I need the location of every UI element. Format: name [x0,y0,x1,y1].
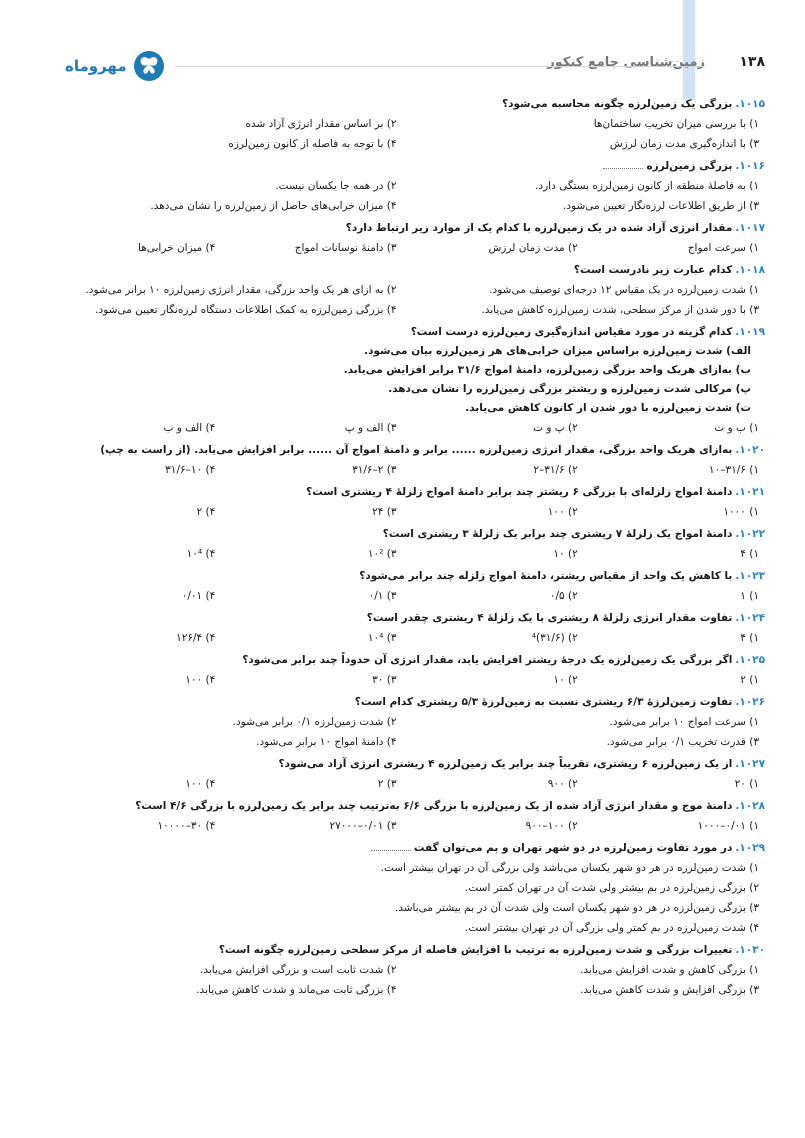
question-stem [40,157,765,176]
fill-blank [603,168,643,169]
question-number: ۱۰۱۵. [735,98,765,110]
answer-option: ۱) بزرگی کاهش و شدت افزایش می‌یابد. [580,964,759,976]
question-item [40,839,765,938]
answer-option: ۲) ۱۰۰–۹۰۰ [525,820,578,832]
answer-option: ۱) ۰/۰۱–۱۰۰۰ [697,820,759,832]
answer-options [40,858,765,938]
question-number: ۱۰۱۷. [735,222,765,234]
answer-option: ۲) (۳۱/۶)⁴ [531,632,578,644]
answer-options [40,816,765,836]
answer-option: ۴) شدت زمین‌لرزه در بم کمتر ولی بزرگی آن در تهران بیشتر است. [465,922,759,934]
question-text: بزرگی زمین‌لرزه [646,160,733,172]
question-text: تفاوت زمین‌لرزهٔ ۶/۳ ریشتری نسبت به زمین‌لرزهٔ ۵/۳ ریشتری کدام است؟ [354,696,733,708]
answer-option: ۱) سرعت امواج ۱۰ برابر می‌شود. [609,716,759,728]
answer-options [40,418,765,438]
answer-option: ۱) شدت زمین‌لرزه در هر دو شهر یکسان می‌باشد ولی بزرگی آن در تهران بیشتر است. [380,862,759,874]
question-item [40,483,765,522]
answer-option: ۴) ۱۰۰ [185,778,216,790]
answer-option: ۲) به ازای هر یک واحد بزرگی، مقدار انرژی زمین‌لرزه ۱۰ برابر می‌شود. [85,284,397,296]
brand-logo [65,50,165,82]
answer-option: ۲) بزرگی زمین‌لرزه در بم بیشتر ولی شدت آن در تهران کمتر است. [465,882,759,894]
answer-option: ۳) دامنهٔ نوسانات امواج [294,242,397,254]
answer-option: ۱) شدت زمین‌لرزه در یک مقیاس ۱۲ درجه‌ای توصیف می‌شود. [489,284,759,296]
answer-options [40,114,765,154]
statement-item: ب) به‌ازای هریک واحد بزرگی زمین‌لرزه، دامنهٔ امواج ۳۱/۶ برابر افزایش می‌یابد. [343,364,751,376]
answer-option: ۱) با بررسی میزان تخریب ساختمان‌ها [593,118,759,130]
answer-option: ۲) ۱۰ [553,548,578,560]
question-text: کدام گزینه در مورد مقیاس اندازه‌گیری زمین‌لرزه درست است؟ [410,326,733,338]
answer-option: ۲) مدت زمان لرزش [488,242,578,254]
question-item [40,567,765,606]
answer-option: ۲) در همه جا یکسان نیست. [275,180,397,192]
question-item [40,441,765,480]
answer-option: ۴) میزان خرابی‌های حاصل از زمین‌لرزه را نشان می‌دهد. [150,200,397,212]
answer-option: ۴) بزرگی زمین‌لرزه به کمک اطلاعات دستگاه لرزه‌نگار تعیین می‌شود. [95,304,397,316]
answer-option: ۴) ۰/۰۱ [181,590,216,602]
answer-option: ۴) ۱۰⁴ [186,548,216,560]
question-item [40,95,765,154]
question-item [40,609,765,648]
question-number: ۱۰۲۹. [735,842,765,854]
answer-option: ۳) ۳۰ [372,674,397,686]
answer-option: ۳) الف و پ [344,422,397,434]
question-text: دامنهٔ موج و مقدار انرژی آزاد شده از یک زمین‌لرزه با بزرگی ۶/۶ به‌ترتیب چند برابر یک زمین‌لرزه با بزرگی ۴/۶ است؟ [135,800,733,812]
page-header [0,38,805,88]
answer-option: ۳) از طریق اطلاعات لرزه‌نگار تعیین می‌شود. [563,200,759,212]
answer-option: ۳) ۰/۰۱–۲۷۰۰۰ [329,820,397,832]
question-number: ۱۰۱۹. [735,326,765,338]
question-stem [40,797,765,816]
question-item [40,693,765,752]
answer-option: ۳) ۰/۱ [368,590,397,602]
question-number: ۱۰۱۸. [735,264,765,276]
answer-option: ۱) ۱۰۰۰ [723,506,759,518]
answer-option: ۲) ۳۱/۶–۲ [533,464,578,476]
answer-option: ۲) ۰/۵ [549,590,578,602]
answer-option: ۳) ۲۴ [372,506,397,518]
answer-option: ۳) بزرگی زمین‌لرزه در هر دو شهر یکسان است ولی شدت آن در بم بیشتر می‌باشد. [394,902,759,914]
question-stem [40,941,765,960]
question-stem [40,441,765,460]
statement-list [40,342,765,418]
answer-option: ۳) با دور شدن از مرکز سطحی، شدت زمین‌لرزه کاهش می‌یابد. [481,304,759,316]
question-number: ۱۰۲۷. [735,758,765,770]
answer-option: ۱) ۴ [740,632,759,644]
question-stem [40,323,765,342]
answer-option: ۲) ۱۰ [553,674,578,686]
question-item [40,941,765,1000]
question-number: ۱۰۲۱. [735,486,765,498]
question-number: ۱۰۲۵. [735,654,765,666]
statement-item: پ) مرکالی شدت زمین‌لرزه و ریشتر بزرگی زمین‌لرزه را نشان می‌دهد. [388,383,751,395]
question-text: در مورد تفاوت زمین‌لرزه در دو شهر تهران و بم می‌توان گفت [413,842,733,854]
question-number: ۱۰۲۶. [735,696,765,708]
statement-item: الف) شدت زمین‌لرزه براساس میزان خرابی‌های هر زمین‌لرزه بیان می‌شود. [364,345,751,357]
answer-options [40,460,765,480]
answer-option: ۴) میزان خرابی‌ها [138,242,216,254]
answer-option: ۳) با اندازه‌گیری مدت زمان لرزش [609,138,759,150]
brand-name: مهروماه [65,57,127,75]
answer-option: ۴) ۱۰۰ [185,674,216,686]
answer-option: ۱) ۲۰ [734,778,759,790]
question-item [40,755,765,794]
answer-options [40,502,765,522]
answer-options [40,774,765,794]
question-stem [40,261,765,280]
answer-option: ۲) ۱۰۰ [547,506,578,518]
answer-options [40,176,765,216]
question-text: بزرگی یک زمین‌لرزه چگونه محاسبه می‌شود؟ [502,98,733,110]
question-text: اگر بزرگی یک زمین‌لرزه یک درجهٔ ریشتر افزایش یابد، مقدار انرژی آن حدوداً چند برابر می‌شود؟ [242,654,733,666]
statement-item: ت) شدت زمین‌لرزه با دور شدن از کانون کاهش می‌یابد. [465,402,751,414]
question-stem [40,651,765,670]
question-number: ۱۰۳۰. [735,944,765,956]
question-list [40,95,765,1003]
question-text: دامنهٔ امواج یک زلزلهٔ ۷ ریشتری چند برابر یک زلزلهٔ ۳ ریشتری است؟ [382,528,733,540]
answer-option: ۱) به فاصلهٔ منطقه از کانون زمین‌لرزه بستگی دارد. [535,180,759,192]
question-number: ۱۰۲۸. [735,800,765,812]
answer-option: ۳) بزرگی افزایش و شدت کاهش می‌یابد. [580,984,759,996]
answer-options [40,544,765,564]
answer-option: ۴) دامنهٔ امواج ۱۰ برابر می‌شود. [256,736,397,748]
answer-options [40,960,765,1000]
answer-option: ۲) شدت ثابت است و بزرگی افزایش می‌یابد. [199,964,397,976]
question-stem [40,567,765,586]
question-stem [40,609,765,628]
question-number: ۱۰۲۳. [735,570,765,582]
question-text: کدام عبارت زیر نادرست است؟ [573,264,733,276]
answer-option: ۱) ۳۱/۶–۱۰ [708,464,759,476]
answer-options [40,238,765,258]
header-title: زمین‌شناسی جامع کنکور [547,55,705,70]
answer-options [40,712,765,752]
page-number: ۱۳۸ [739,54,765,70]
butterfly-logo-icon [133,50,165,82]
answer-option: ۴) الف و ب [163,422,216,434]
question-item [40,219,765,258]
question-stem [40,755,765,774]
question-stem [40,483,765,502]
question-text: تفاوت مقدار انرژی زلزلهٔ ۸ ریشتری با یک زلزلهٔ ۴ ریشتری چقدر است؟ [366,612,733,624]
question-text: به‌ازای هریک واحد بزرگی، مقدار انرژی زمین‌لرزه ...... برابر و دامنهٔ امواج آن ...... برابر افزایش می‌یابد. (از راست به چپ) [100,444,733,456]
answer-option: ۲) ۹۰۰ [547,778,578,790]
question-number: ۱۰۲۴. [735,612,765,624]
fill-blank [371,850,411,851]
question-stem [40,95,765,114]
answer-options [40,280,765,320]
answer-option: ۳) ۱۰⁴ [367,632,397,644]
question-item [40,261,765,320]
question-number: ۱۰۲۲. [735,528,765,540]
question-stem [40,693,765,712]
question-number: ۱۰۲۰. [735,444,765,456]
question-text: با کاهش یک واحد از مقیاس ریشتر، دامنهٔ امواج زلزله چند برابر می‌شود؟ [359,570,733,582]
question-text: از یک زمین‌لرزه ۶ ریشتری، تقریباً چند برابر یک زمین‌لرزه ۴ ریشتری انرژی آزاد می‌شود؟ [278,758,733,770]
answer-options [40,586,765,606]
answer-option: ۱) ب و ت [714,422,759,434]
answer-option: ۳) ۲ [377,778,397,790]
answer-option: ۴) ۱۲۶/۴ [176,632,216,644]
answer-option: ۳) ۲–۳۱/۶ [352,464,397,476]
answer-option: ۴) بزرگی ثابت می‌ماند و شدت کاهش می‌یابد. [196,984,397,996]
answer-option: ۲) بر اساس مقدار انرژی آزاد شده [245,118,397,130]
question-text: مقدار انرژی آزاد شده در یک زمین‌لرزه با کدام یک از موارد زیر ارتباط دارد؟ [345,222,733,234]
question-text: دامنهٔ امواج زلزله‌ای با بزرگی ۶ ریشتر چند برابر دامنهٔ امواج زلزلهٔ ۴ ریشتری است؟ [306,486,733,498]
answer-options [40,670,765,690]
question-stem [40,525,765,544]
question-item [40,797,765,836]
answer-options [40,628,765,648]
question-item [40,157,765,216]
question-text: تغییرات بزرگی و شدت زمین‌لرزه به ترتیب با افزایش فاصله از مرکز سطحی زمین‌لرزه چگونه است؟ [218,944,733,956]
question-item [40,525,765,564]
answer-option: ۴) ۳۰–۱۰۰۰۰ [157,820,216,832]
answer-option: ۱) ۱ [740,590,759,602]
answer-option: ۲) شدت زمین‌لرزه ۰/۱ برابر می‌شود. [232,716,397,728]
answer-option: ۴) با توجه به فاصله از کانون زمین‌لرزه [228,138,397,150]
question-stem [40,219,765,238]
question-item [40,651,765,690]
question-item [40,323,765,438]
question-stem [40,839,765,858]
answer-option: ۱) ۲ [740,674,759,686]
answer-option: ۲) پ و ت [533,422,578,434]
answer-option: ۳) قدرت تخریب ۰/۱ برابر می‌شود. [606,736,759,748]
question-number: ۱۰۱۶. [735,160,765,172]
answer-option: ۴) ۱۰–۳۱/۶ [165,464,216,476]
answer-option: ۱) ۴ [740,548,759,560]
answer-option: ۳) ۱۰² [367,548,397,560]
answer-option: ۴) ۲ [196,506,216,518]
answer-option: ۱) سرعت امواج [687,242,759,254]
header-divider [175,66,705,67]
